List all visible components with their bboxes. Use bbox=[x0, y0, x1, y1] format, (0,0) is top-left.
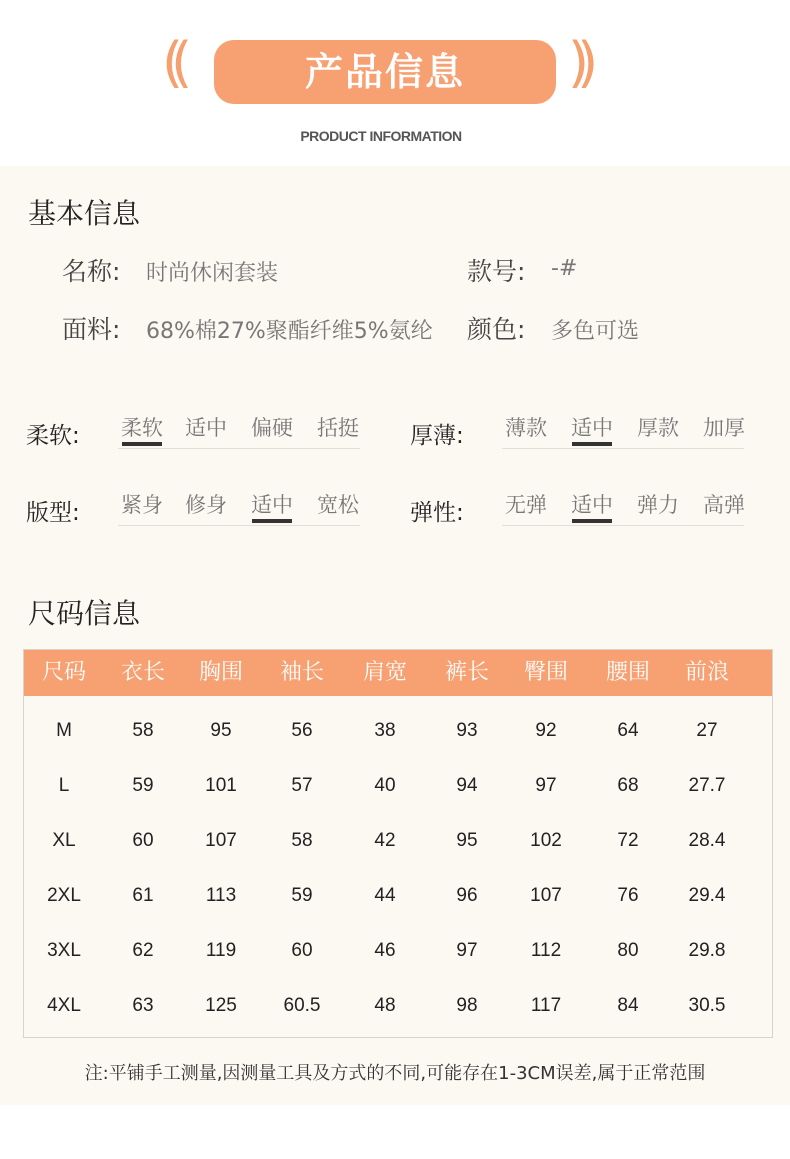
size-table-header-cell: 衣长 bbox=[120, 660, 165, 685]
softness-option: 适中 bbox=[185, 416, 227, 440]
table-cell: 80 bbox=[617, 940, 639, 961]
size-table-header-cell: 裤长 bbox=[444, 660, 489, 685]
table-cell: 125 bbox=[205, 995, 237, 1016]
fit-option: 宽松 bbox=[317, 493, 359, 517]
size-table-header-cell: 腰围 bbox=[605, 660, 650, 685]
fit-option: 修身 bbox=[185, 493, 227, 517]
fit-option: 紧身 bbox=[121, 493, 163, 517]
softness-option: 括挺 bbox=[317, 416, 359, 440]
size-table-header-cell: 胸围 bbox=[198, 660, 243, 685]
table-cell: 119 bbox=[205, 940, 237, 961]
table-cell: 101 bbox=[205, 775, 237, 796]
table-cell: 97 bbox=[535, 775, 557, 796]
table-cell: 98 bbox=[456, 995, 478, 1016]
table-cell: 28.4 bbox=[688, 830, 726, 851]
thickness-option: 加厚 bbox=[703, 416, 745, 440]
fabric-label: 面料: bbox=[62, 315, 121, 344]
page-subtitle: PRODUCT INFORMATION bbox=[300, 128, 462, 144]
table-cell: 102 bbox=[530, 830, 562, 851]
fit-scale bbox=[118, 489, 360, 526]
model-value: -# bbox=[551, 256, 578, 281]
table-cell: M bbox=[56, 720, 72, 741]
measurement-note: 注:平铺手工测量,因测量工具及方式的不同,可能存在1-3CM误差,属于正常范围 bbox=[84, 1063, 706, 1084]
table-cell: 92 bbox=[535, 720, 557, 741]
table-cell: 112 bbox=[530, 940, 562, 961]
size-info-title: 尺码信息 bbox=[28, 597, 141, 630]
table-cell: 64 bbox=[617, 720, 639, 741]
color-value: 多色可选 bbox=[551, 319, 640, 344]
table-cell: 44 bbox=[374, 885, 396, 906]
fit-option-selected: 适中 bbox=[248, 489, 296, 519]
table-cell: 97 bbox=[456, 940, 478, 961]
table-cell: 58 bbox=[132, 720, 154, 741]
size-table-header-cell: 尺码 bbox=[41, 660, 86, 685]
name-value: 时尚休闲套装 bbox=[146, 261, 279, 286]
basic-info-title: 基本信息 bbox=[28, 197, 141, 230]
table-cell: 96 bbox=[456, 885, 478, 906]
table-cell: 60 bbox=[132, 830, 154, 851]
table-cell: 30.5 bbox=[688, 995, 726, 1016]
thickness-option: 薄款 bbox=[505, 416, 547, 440]
table-cell: 60 bbox=[291, 940, 313, 961]
size-table-header-cell: 肩宽 bbox=[362, 660, 407, 685]
table-cell: 57 bbox=[291, 775, 313, 796]
size-table-header-cell: 前浪 bbox=[684, 660, 729, 685]
page-title: 产品信息 bbox=[214, 40, 556, 104]
right-parenthesis-decoration: )) bbox=[568, 31, 587, 94]
table-cell: 59 bbox=[132, 775, 154, 796]
table-cell: 95 bbox=[456, 830, 478, 851]
table-cell: 93 bbox=[456, 720, 478, 741]
elasticity-scale bbox=[502, 489, 744, 526]
left-parenthesis-decoration: (( bbox=[162, 31, 181, 94]
table-cell: 84 bbox=[617, 995, 639, 1016]
table-cell: 3XL bbox=[47, 940, 81, 961]
thickness-option-selected: 适中 bbox=[568, 412, 616, 442]
model-label: 款号: bbox=[467, 257, 526, 286]
header-banner bbox=[0, 0, 790, 166]
softness-scale bbox=[118, 412, 360, 449]
table-cell: 29.8 bbox=[688, 940, 726, 961]
table-cell: 4XL bbox=[47, 995, 81, 1016]
elasticity-option: 高弹 bbox=[703, 493, 745, 517]
name-label: 名称: bbox=[62, 257, 121, 286]
table-cell: 94 bbox=[456, 775, 478, 796]
table-cell: 107 bbox=[530, 885, 562, 906]
table-cell: 63 bbox=[132, 995, 154, 1016]
thickness-option: 厚款 bbox=[637, 416, 679, 440]
elasticity-option-selected: 适中 bbox=[568, 489, 616, 519]
softness-option: 偏硬 bbox=[251, 416, 293, 440]
table-cell: 46 bbox=[374, 940, 396, 961]
table-cell: 72 bbox=[617, 830, 639, 851]
fabric-value: 68%棉27%聚酯纤维5%氨纶 bbox=[146, 319, 433, 344]
elasticity-option: 弹力 bbox=[637, 493, 679, 517]
table-cell: 42 bbox=[374, 830, 396, 851]
size-table bbox=[23, 649, 773, 1038]
size-table-header-cell: 臀围 bbox=[523, 660, 568, 685]
table-cell: 40 bbox=[374, 775, 396, 796]
table-cell: 56 bbox=[291, 720, 313, 741]
table-cell: 113 bbox=[205, 885, 237, 906]
size-table-header-cell: 袖长 bbox=[279, 660, 324, 685]
table-cell: 61 bbox=[132, 885, 154, 906]
table-cell: XL bbox=[52, 830, 76, 851]
size-table-header bbox=[24, 650, 772, 696]
thickness-scale bbox=[502, 412, 744, 449]
table-cell: 62 bbox=[132, 940, 154, 961]
fit-label: 版型: bbox=[26, 500, 80, 526]
table-cell: 58 bbox=[291, 830, 313, 851]
table-cell: 38 bbox=[374, 720, 396, 741]
table-cell: 60.5 bbox=[283, 995, 321, 1016]
table-cell: 59 bbox=[291, 885, 313, 906]
table-cell: 117 bbox=[530, 995, 562, 1016]
table-cell: 76 bbox=[617, 885, 639, 906]
softness-option-selected: 柔软 bbox=[118, 412, 166, 442]
table-cell: 95 bbox=[210, 720, 232, 741]
table-cell: 48 bbox=[374, 995, 396, 1016]
thickness-label: 厚薄: bbox=[410, 423, 464, 449]
elasticity-label: 弹性: bbox=[410, 500, 464, 526]
table-cell: 107 bbox=[205, 830, 237, 851]
elasticity-option: 无弹 bbox=[505, 493, 547, 517]
table-cell: 29.4 bbox=[688, 885, 726, 906]
table-cell: 27.7 bbox=[688, 775, 726, 796]
table-cell: 2XL bbox=[47, 885, 81, 906]
color-label: 颜色: bbox=[467, 315, 526, 344]
table-cell: 68 bbox=[617, 775, 639, 796]
table-cell: L bbox=[58, 775, 70, 796]
table-cell: 27 bbox=[696, 720, 718, 741]
softness-label: 柔软: bbox=[26, 423, 80, 449]
